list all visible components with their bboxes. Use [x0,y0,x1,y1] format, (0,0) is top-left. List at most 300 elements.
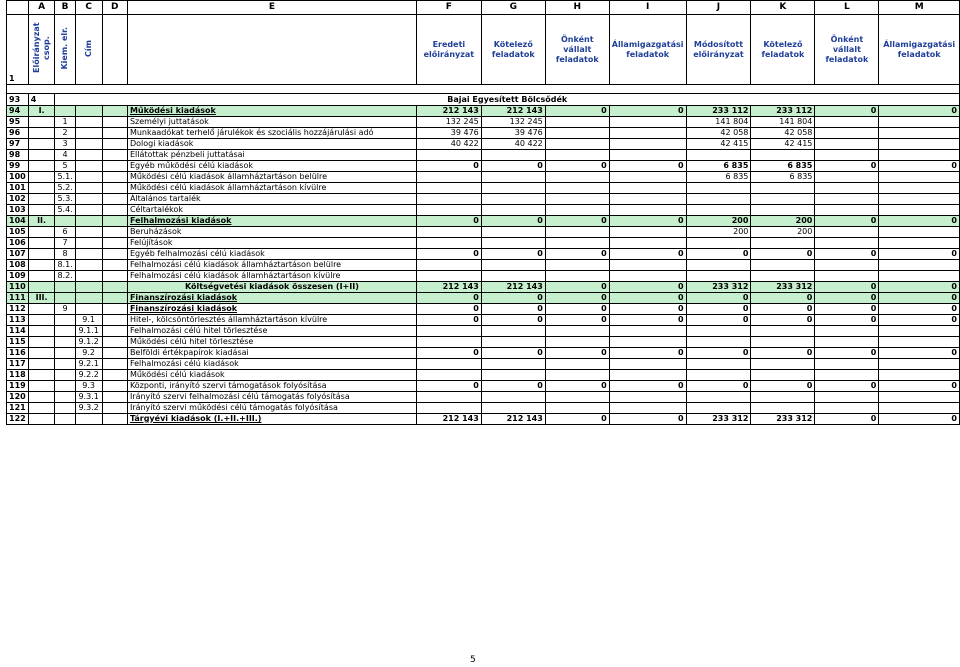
item-cell[interactable] [55,370,75,381]
value-cell[interactable]: 42 415 [751,139,815,150]
value-cell[interactable] [609,359,686,370]
group-cell[interactable] [28,403,55,414]
value-cell[interactable]: 0 [609,381,686,392]
value-cell[interactable]: 40 422 [416,139,481,150]
value-cell[interactable]: 0 [545,414,609,425]
value-cell[interactable] [815,183,879,194]
value-cell[interactable] [481,238,545,249]
value-cell[interactable]: 212 143 [481,414,545,425]
value-cell[interactable]: 0 [879,348,960,359]
value-cell[interactable] [609,227,686,238]
value-cell[interactable] [481,359,545,370]
value-cell[interactable] [751,183,815,194]
value-cell[interactable] [609,128,686,139]
value-cell[interactable]: 0 [686,348,751,359]
value-cell[interactable] [815,337,879,348]
value-cell[interactable] [686,183,751,194]
description-cell[interactable]: Felhalmozási célú kiadások államháztartáson belülre [127,260,416,271]
value-cell[interactable]: 233 312 [686,282,751,293]
empty-cell[interactable] [102,392,127,403]
value-cell[interactable] [609,205,686,216]
value-cell[interactable]: 0 [609,348,686,359]
group-cell[interactable]: I. [28,106,55,117]
title-cell[interactable] [75,293,102,304]
value-cell[interactable] [751,271,815,282]
description-cell[interactable]: Egyéb felhalmozási célú kiadások [127,249,416,260]
value-cell[interactable]: 39 476 [416,128,481,139]
value-cell[interactable]: 212 143 [416,414,481,425]
value-cell[interactable] [545,150,609,161]
value-cell[interactable] [879,183,960,194]
row-number[interactable]: 115 [7,337,29,348]
description-cell[interactable]: Működési célú kiadások államháztartáson kívülre [127,183,416,194]
item-cell[interactable]: 9 [55,304,75,315]
value-cell[interactable]: 200 [751,216,815,227]
description-cell[interactable]: Működési célú kiadások államháztartáson belülre [127,172,416,183]
value-cell[interactable]: 6 835 [686,161,751,172]
row-number[interactable]: 95 [7,117,29,128]
value-cell[interactable] [609,271,686,282]
row-number[interactable]: 102 [7,194,29,205]
value-cell[interactable] [481,337,545,348]
value-cell[interactable]: 0 [879,381,960,392]
value-cell[interactable]: 0 [609,293,686,304]
title-cell[interactable] [75,128,102,139]
value-cell[interactable] [815,271,879,282]
value-cell[interactable]: 0 [481,161,545,172]
value-cell[interactable]: 0 [481,304,545,315]
description-cell[interactable]: Hitel-, kölcsöntörlesztés államháztartáson kívülre [127,315,416,326]
item-cell[interactable]: 5.2. [55,183,75,194]
item-cell[interactable] [55,326,75,337]
value-cell[interactable]: 200 [751,227,815,238]
title-cell[interactable] [75,139,102,150]
value-cell[interactable]: 0 [879,282,960,293]
value-cell[interactable]: 0 [815,106,879,117]
value-cell[interactable]: 141 804 [751,117,815,128]
empty-cell[interactable] [102,106,127,117]
value-cell[interactable] [609,370,686,381]
value-cell[interactable]: 0 [609,249,686,260]
description-cell[interactable]: Felhalmozási célú kiadások [127,359,416,370]
item-cell[interactable]: 6 [55,227,75,238]
value-cell[interactable] [416,271,481,282]
description-cell[interactable]: Beruházások [127,227,416,238]
value-cell[interactable] [686,260,751,271]
value-cell[interactable]: 0 [609,216,686,227]
value-cell[interactable] [416,392,481,403]
value-cell[interactable] [686,194,751,205]
empty-cell[interactable] [102,370,127,381]
item-cell[interactable] [55,403,75,414]
title-cell[interactable] [75,249,102,260]
value-cell[interactable]: 0 [815,304,879,315]
value-cell[interactable] [609,139,686,150]
row-number[interactable]: 108 [7,260,29,271]
title-cell[interactable] [75,414,102,425]
column-letter[interactable]: J [686,1,751,15]
value-cell[interactable]: 0 [416,381,481,392]
value-cell[interactable] [609,172,686,183]
value-cell[interactable] [609,150,686,161]
value-cell[interactable]: 0 [751,315,815,326]
empty-cell[interactable] [102,381,127,392]
value-cell[interactable] [416,150,481,161]
value-cell[interactable] [416,194,481,205]
empty-cell[interactable] [102,238,127,249]
value-cell[interactable] [545,205,609,216]
title-cell[interactable] [75,194,102,205]
title-cell[interactable] [75,183,102,194]
value-cell[interactable] [416,370,481,381]
group-cell[interactable] [28,381,55,392]
item-cell[interactable]: 5 [55,161,75,172]
item-cell[interactable] [55,348,75,359]
row-number[interactable]: 97 [7,139,29,150]
group-cell[interactable]: III. [28,293,55,304]
column-letter[interactable]: L [815,1,879,15]
value-cell[interactable] [815,227,879,238]
item-cell[interactable]: 5.3. [55,194,75,205]
value-cell[interactable]: 233 312 [751,414,815,425]
value-cell[interactable] [416,337,481,348]
description-cell[interactable]: Felhalmozási célú kiadások államháztartáson kívülre [127,271,416,282]
row-number[interactable]: 94 [7,106,29,117]
value-cell[interactable] [879,392,960,403]
value-cell[interactable]: 0 [545,249,609,260]
value-cell[interactable] [545,271,609,282]
value-cell[interactable]: 0 [815,348,879,359]
value-cell[interactable]: 0 [416,348,481,359]
value-cell[interactable]: 0 [545,381,609,392]
empty-cell[interactable] [102,414,127,425]
value-cell[interactable] [416,359,481,370]
value-cell[interactable]: 0 [879,161,960,172]
value-cell[interactable] [545,238,609,249]
title-cell[interactable] [75,205,102,216]
item-cell[interactable] [55,414,75,425]
row-number[interactable]: 121 [7,403,29,414]
value-cell[interactable] [815,128,879,139]
value-cell[interactable] [416,260,481,271]
value-cell[interactable] [879,194,960,205]
value-cell[interactable] [609,337,686,348]
row-number[interactable]: 119 [7,381,29,392]
value-cell[interactable] [545,326,609,337]
value-cell[interactable] [751,392,815,403]
title-cell[interactable]: 9.3.2 [75,403,102,414]
value-cell[interactable] [815,194,879,205]
row-number[interactable]: 113 [7,315,29,326]
item-cell[interactable] [55,392,75,403]
group-cell[interactable] [28,271,55,282]
value-cell[interactable]: 42 415 [686,139,751,150]
item-cell[interactable]: 8 [55,249,75,260]
value-cell[interactable] [879,238,960,249]
value-cell[interactable] [609,194,686,205]
value-cell[interactable] [545,359,609,370]
title-cell[interactable]: 9.3.1 [75,392,102,403]
empty-cell[interactable] [102,194,127,205]
value-cell[interactable]: 42 058 [686,128,751,139]
empty-cell[interactable] [102,337,127,348]
value-cell[interactable] [481,403,545,414]
empty-cell[interactable] [102,139,127,150]
value-cell[interactable]: 0 [609,106,686,117]
value-cell[interactable]: 212 143 [416,282,481,293]
value-cell[interactable] [481,172,545,183]
value-cell[interactable] [815,172,879,183]
description-cell[interactable]: Működési kiadások [127,106,416,117]
value-cell[interactable]: 0 [609,414,686,425]
row-number[interactable]: 106 [7,238,29,249]
value-cell[interactable]: 0 [481,348,545,359]
item-cell[interactable]: 5.1. [55,172,75,183]
title-cell[interactable]: 9.1.1 [75,326,102,337]
description-cell[interactable]: Személyi juttatások [127,117,416,128]
row-number[interactable]: 122 [7,414,29,425]
value-cell[interactable]: 39 476 [481,128,545,139]
value-cell[interactable] [879,260,960,271]
empty-cell[interactable] [102,282,127,293]
value-cell[interactable]: 0 [879,315,960,326]
value-cell[interactable]: 6 835 [686,172,751,183]
value-cell[interactable] [609,183,686,194]
description-cell[interactable]: Általános tartalék [127,194,416,205]
item-cell[interactable] [55,282,75,293]
empty-cell[interactable] [102,304,127,315]
value-cell[interactable]: 0 [416,293,481,304]
value-cell[interactable]: 0 [481,293,545,304]
row-number[interactable]: 112 [7,304,29,315]
value-cell[interactable] [751,403,815,414]
value-cell[interactable] [751,260,815,271]
description-cell[interactable]: Finanszírozási kiadások [127,293,416,304]
value-cell[interactable] [879,150,960,161]
description-cell[interactable]: Felújítások [127,238,416,249]
value-cell[interactable]: 0 [815,414,879,425]
value-cell[interactable] [686,403,751,414]
value-cell[interactable]: 0 [879,414,960,425]
item-cell[interactable]: 2 [55,128,75,139]
column-letter[interactable]: H [545,1,609,15]
value-cell[interactable] [545,392,609,403]
value-cell[interactable]: 0 [545,293,609,304]
empty-cell[interactable] [102,293,127,304]
value-cell[interactable] [686,359,751,370]
value-cell[interactable]: 141 804 [686,117,751,128]
group-cell[interactable] [28,128,55,139]
value-cell[interactable]: 0 [416,216,481,227]
item-cell[interactable] [55,315,75,326]
value-cell[interactable] [751,370,815,381]
value-cell[interactable]: 0 [815,249,879,260]
value-cell[interactable]: 0 [481,315,545,326]
value-cell[interactable] [545,183,609,194]
description-cell[interactable]: Felhalmozási kiadások [127,216,416,227]
title-cell[interactable] [75,271,102,282]
item-cell[interactable] [55,293,75,304]
item-cell[interactable]: 8.2. [55,271,75,282]
value-cell[interactable]: 0 [545,315,609,326]
value-cell[interactable]: 0 [416,315,481,326]
value-cell[interactable]: 6 835 [751,172,815,183]
empty-cell[interactable] [102,326,127,337]
title-cell[interactable] [75,150,102,161]
empty-cell[interactable] [102,403,127,414]
value-cell[interactable] [481,326,545,337]
column-letter[interactable]: K [751,1,815,15]
value-cell[interactable]: 0 [545,106,609,117]
value-cell[interactable]: 0 [545,304,609,315]
group-cell[interactable] [28,139,55,150]
row-number[interactable]: 105 [7,227,29,238]
item-cell[interactable]: 8.1. [55,260,75,271]
value-cell[interactable] [416,172,481,183]
corner-cell[interactable] [7,1,29,15]
value-cell[interactable] [609,403,686,414]
value-cell[interactable] [879,359,960,370]
value-cell[interactable]: 0 [751,249,815,260]
group-cell[interactable] [28,183,55,194]
group-cell[interactable] [28,392,55,403]
title-cell[interactable] [75,238,102,249]
value-cell[interactable]: 0 [879,249,960,260]
value-cell[interactable] [879,326,960,337]
value-cell[interactable] [545,128,609,139]
value-cell[interactable]: 233 112 [686,106,751,117]
value-cell[interactable]: 0 [416,304,481,315]
description-cell[interactable]: Költségvetési kiadások összesen (I+II) [127,282,416,293]
value-cell[interactable]: 0 [879,216,960,227]
value-cell[interactable]: 0 [481,249,545,260]
description-cell[interactable]: Központi, irányító szervi támogatások folyósítása [127,381,416,392]
item-cell[interactable] [55,106,75,117]
value-cell[interactable]: 0 [879,304,960,315]
group-cell[interactable] [28,359,55,370]
value-cell[interactable] [609,392,686,403]
item-cell[interactable] [55,216,75,227]
group-cell[interactable] [28,194,55,205]
group-cell[interactable] [28,315,55,326]
value-cell[interactable]: 6 835 [751,161,815,172]
value-cell[interactable] [416,326,481,337]
value-cell[interactable]: 0 [481,216,545,227]
value-cell[interactable]: 0 [481,381,545,392]
item-cell[interactable]: 7 [55,238,75,249]
title-cell[interactable] [75,216,102,227]
value-cell[interactable] [609,238,686,249]
value-cell[interactable]: 0 [686,249,751,260]
value-cell[interactable] [481,392,545,403]
value-cell[interactable]: 0 [815,315,879,326]
group-cell[interactable] [28,370,55,381]
value-cell[interactable] [609,326,686,337]
description-cell[interactable]: Céltartalékok [127,205,416,216]
value-cell[interactable] [686,150,751,161]
value-cell[interactable] [416,238,481,249]
value-cell[interactable]: 0 [416,161,481,172]
group-cell[interactable] [28,304,55,315]
value-cell[interactable] [686,392,751,403]
value-cell[interactable]: 0 [686,304,751,315]
description-cell[interactable]: Finanszírozási kiadások [127,304,416,315]
value-cell[interactable] [815,392,879,403]
title-cell[interactable] [75,304,102,315]
value-cell[interactable]: 233 112 [751,106,815,117]
column-letter[interactable]: M [879,1,960,15]
value-cell[interactable]: 0 [879,106,960,117]
title-cell[interactable]: 9.2 [75,348,102,359]
description-cell[interactable]: Munkaadókat terhelő járulékok és szociális hozzájárulási adó [127,128,416,139]
value-cell[interactable] [879,370,960,381]
value-cell[interactable]: 132 245 [481,117,545,128]
empty-cell[interactable] [102,128,127,139]
title-cell[interactable] [75,260,102,271]
value-cell[interactable] [815,150,879,161]
empty-cell[interactable] [102,348,127,359]
empty-cell[interactable] [102,271,127,282]
value-cell[interactable] [879,128,960,139]
item-cell[interactable]: 1 [55,117,75,128]
title-cell[interactable] [75,117,102,128]
value-cell[interactable] [416,403,481,414]
value-cell[interactable] [879,172,960,183]
value-cell[interactable]: 212 143 [481,106,545,117]
group-cell[interactable] [28,260,55,271]
value-cell[interactable] [879,117,960,128]
value-cell[interactable] [686,238,751,249]
value-cell[interactable]: 0 [815,216,879,227]
row-number[interactable]: 116 [7,348,29,359]
value-cell[interactable] [815,238,879,249]
group-cell[interactable] [28,337,55,348]
value-cell[interactable] [879,205,960,216]
value-cell[interactable]: 0 [609,304,686,315]
organization-name[interactable]: Bajai Egyesített Bölcsődék [55,94,960,106]
empty-cell[interactable] [102,227,127,238]
value-cell[interactable]: 233 312 [751,282,815,293]
title-cell[interactable] [75,161,102,172]
row-number[interactable]: 99 [7,161,29,172]
value-cell[interactable]: 0 [609,161,686,172]
value-cell[interactable] [545,403,609,414]
empty-cell[interactable] [102,117,127,128]
value-cell[interactable]: 0 [815,381,879,392]
item-cell[interactable]: 5.4. [55,205,75,216]
row-number[interactable]: 114 [7,326,29,337]
row-number[interactable]: 103 [7,205,29,216]
title-cell[interactable]: 9.1.2 [75,337,102,348]
description-cell[interactable]: Belföldi értékpapírok kiadásai [127,348,416,359]
value-cell[interactable] [686,205,751,216]
empty-cell[interactable] [102,183,127,194]
group-cell[interactable] [28,326,55,337]
group-cell[interactable] [28,172,55,183]
value-cell[interactable] [751,337,815,348]
description-cell[interactable]: Egyéb működési célú kiadások [127,161,416,172]
empty-cell[interactable] [102,205,127,216]
value-cell[interactable]: 0 [686,381,751,392]
value-cell[interactable]: 0 [815,161,879,172]
group-cell[interactable] [28,150,55,161]
value-cell[interactable]: 40 422 [481,139,545,150]
value-cell[interactable] [815,205,879,216]
group-cell[interactable] [28,227,55,238]
description-cell[interactable]: Dologi kiadások [127,139,416,150]
value-cell[interactable]: 0 [751,348,815,359]
row-number[interactable]: 109 [7,271,29,282]
